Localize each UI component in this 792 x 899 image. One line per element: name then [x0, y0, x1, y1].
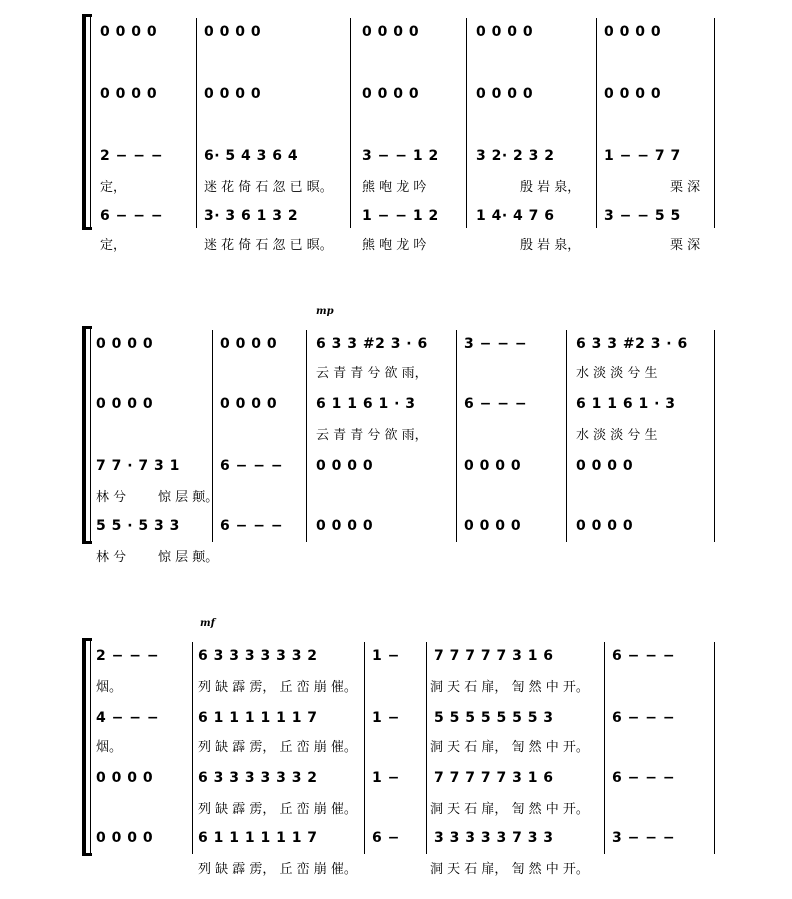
measure: 4 − − − [96, 710, 160, 726]
measure: 0 0 0 0 [316, 458, 374, 474]
measure: 7 7 7 7 7 3 1 6 [434, 648, 554, 664]
measure: 5 5 5 5 5 5 5 3 [434, 710, 554, 726]
lyric: 洞 天 石 扉， 訇 然 中 开。 [430, 802, 589, 817]
measure: 3 3 3 3 3 7 3 3 [434, 830, 554, 846]
measure: 1 − [372, 648, 400, 664]
barline [350, 18, 351, 228]
measure: 1 − − 7 7 [604, 148, 681, 164]
measure: 0 0 0 0 [96, 770, 154, 786]
measure: 7 7 · 7 3 1 [96, 458, 180, 474]
system-bracket [82, 14, 86, 230]
measure: 6 − − − [220, 518, 284, 534]
measure: 6 3 3 #2 3 · 6 [316, 336, 428, 352]
measure: 6 3 3 #2 3 · 6 [576, 336, 688, 352]
barline [456, 330, 457, 542]
measure: 0 0 0 0 [464, 458, 522, 474]
measure: 6· 5 4 3 6 4 [204, 148, 299, 164]
measure: 0 0 0 0 [476, 86, 534, 102]
system-start-line [90, 638, 91, 856]
lyric: 定， [100, 238, 127, 253]
lyric: 烟。 [96, 680, 123, 695]
system-bracket [82, 638, 86, 856]
measure: 6 3 3 3 3 3 3 2 [198, 770, 318, 786]
barline [426, 642, 427, 854]
measure: 3 2· 2 3 2 [476, 148, 555, 164]
measure: 6 − − − [612, 770, 676, 786]
measure: 0 0 0 0 [96, 396, 154, 412]
measure: 0 0 0 0 [316, 518, 374, 534]
lyric: 水 淡 淡 兮 生 [576, 366, 658, 381]
dynamic-marking: mf [200, 618, 215, 629]
measure: 0 0 0 0 [220, 396, 278, 412]
measure: 0 0 0 0 [100, 86, 158, 102]
measure: 0 0 0 0 [362, 86, 420, 102]
measure: 0 0 0 0 [96, 336, 154, 352]
measure: 3· 3 6 1 3 2 [204, 208, 299, 224]
measure: 1 − [372, 770, 400, 786]
lyric: 水 淡 淡 兮 生 [576, 428, 658, 443]
lyric: 林 兮 [96, 550, 127, 565]
barline [714, 642, 715, 854]
lyric: 熊 咆 龙 吟 [362, 238, 427, 253]
lyric: 列 缺 霹 雳， 丘 峦 崩 催。 [198, 862, 357, 877]
measure: 7 7 7 7 7 3 1 6 [434, 770, 554, 786]
measure: 1 4· 4 7 6 [476, 208, 555, 224]
lyric: 烟。 [96, 740, 123, 755]
measure: 6 − − − [612, 710, 676, 726]
measure: 6 − − − [464, 396, 528, 412]
lyric: 殷 岩 泉， [520, 238, 581, 253]
measure: 6 3 3 3 3 3 3 2 [198, 648, 318, 664]
barline [192, 642, 193, 854]
barline [306, 330, 307, 542]
measure: 6 − − − [612, 648, 676, 664]
measure: 1 − [372, 710, 400, 726]
lyric: 洞 天 石 扉， 訇 然 中 开。 [430, 862, 589, 877]
barline [714, 330, 715, 542]
lyric: 列 缺 霹 雳， 丘 峦 崩 催。 [198, 802, 357, 817]
barline [466, 18, 467, 228]
lyric: 定， [100, 180, 127, 195]
lyric: 云 青 青 兮 欲 雨， [316, 428, 428, 443]
barline [604, 642, 605, 854]
lyric: 栗 深 [670, 180, 701, 195]
measure: 0 0 0 0 [604, 86, 662, 102]
measure: 6 1 1 6 1 · 3 [316, 396, 416, 412]
measure: 3 − − − [612, 830, 676, 846]
lyric: 林 兮 [96, 490, 127, 505]
measure: 3 − − 5 5 [604, 208, 681, 224]
measure: 0 0 0 0 [604, 24, 662, 40]
lyric: 迷 花 倚 石 忽 已 暝。 [204, 238, 333, 253]
measure: 6 − − − [100, 208, 164, 224]
system-start-line [90, 326, 91, 544]
measure: 0 0 0 0 [204, 24, 262, 40]
lyric: 云 青 青 兮 欲 雨， [316, 366, 428, 381]
measure: 0 0 0 0 [100, 24, 158, 40]
measure: 6 − [372, 830, 400, 846]
lyric: 洞 天 石 扉， 訇 然 中 开。 [430, 740, 589, 755]
barline [566, 330, 567, 542]
measure: 6 1 1 6 1 · 3 [576, 396, 676, 412]
measure: 6 1 1 1 1 1 1 7 [198, 830, 318, 846]
lyric: 熊 咆 龙 吟 [362, 180, 427, 195]
barline [196, 18, 197, 228]
system-start-line [90, 14, 91, 230]
lyric: 迷 花 倚 石 忽 已 暝。 [204, 180, 333, 195]
measure: 2 − − − [96, 648, 160, 664]
barline [212, 330, 213, 542]
dynamic-marking: mp [316, 306, 334, 317]
measure: 6 − − − [220, 458, 284, 474]
measure: 0 0 0 0 [204, 86, 262, 102]
measure: 0 0 0 0 [464, 518, 522, 534]
system-bracket [82, 326, 86, 544]
lyric: 惊 层 颠。 [158, 490, 219, 505]
barline [364, 642, 365, 854]
lyric: 栗 深 [670, 238, 701, 253]
measure: 6 1 1 1 1 1 1 7 [198, 710, 318, 726]
measure: 1 − − 1 2 [362, 208, 439, 224]
measure: 3 − − 1 2 [362, 148, 439, 164]
lyric: 洞 天 石 扉， 訇 然 中 开。 [430, 680, 589, 695]
measure: 2 − − − [100, 148, 164, 164]
measure: 0 0 0 0 [576, 518, 634, 534]
measure: 0 0 0 0 [362, 24, 420, 40]
barline [596, 18, 597, 228]
barline [714, 18, 715, 228]
measure: 0 0 0 0 [476, 24, 534, 40]
lyric: 列 缺 霹 雳， 丘 峦 崩 催。 [198, 680, 357, 695]
lyric: 殷 岩 泉， [520, 180, 581, 195]
lyric: 惊 层 颠。 [158, 550, 219, 565]
lyric: 列 缺 霹 雳， 丘 峦 崩 催。 [198, 740, 357, 755]
measure: 0 0 0 0 [220, 336, 278, 352]
measure: 3 − − − [464, 336, 528, 352]
measure: 0 0 0 0 [576, 458, 634, 474]
measure: 0 0 0 0 [96, 830, 154, 846]
measure: 5 5 · 5 3 3 [96, 518, 180, 534]
